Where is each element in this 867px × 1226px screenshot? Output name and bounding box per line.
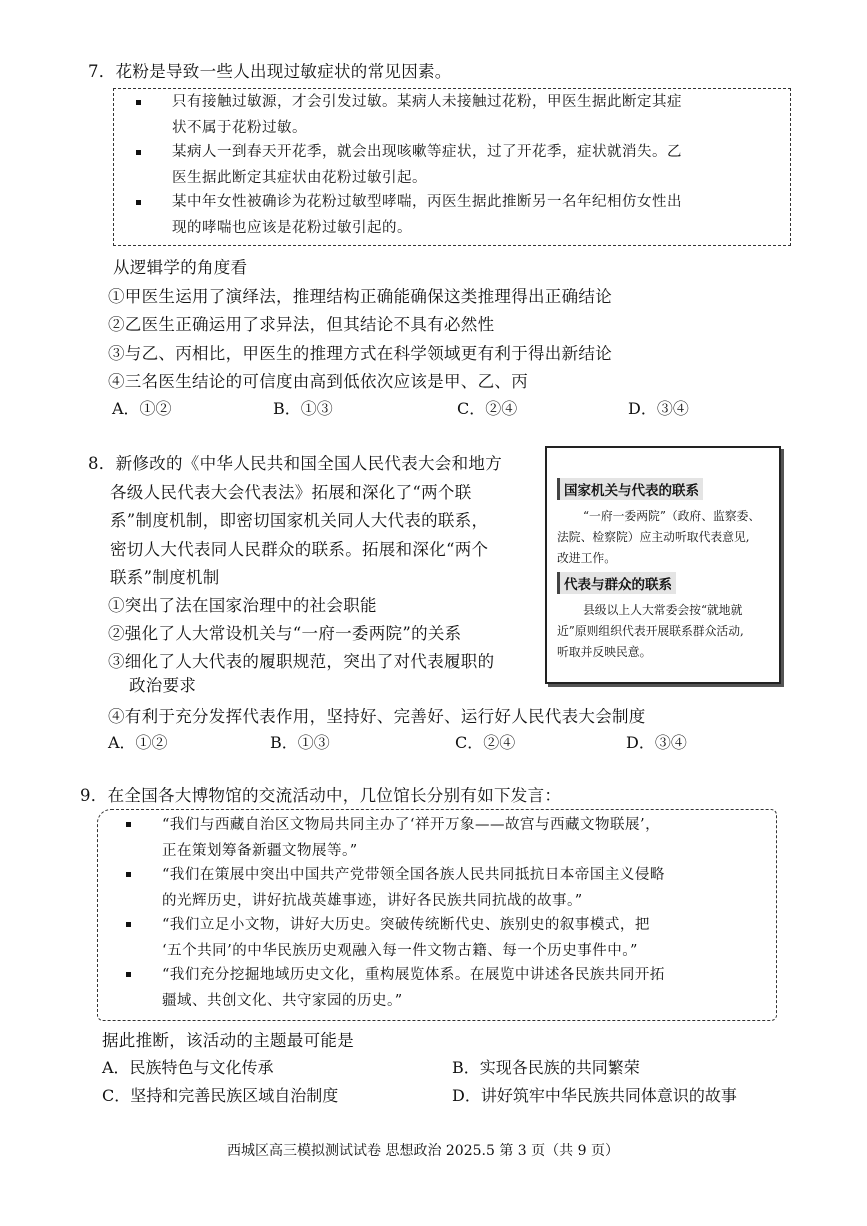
q7-bullet-2-line-2: 医生据此断定其症状由花粉过敏引起。 (172, 170, 427, 186)
q7-bullet-1-line-2: 状不属于花粉过敏。 (172, 120, 307, 136)
bullet-icon (136, 100, 141, 105)
bullet-icon (126, 822, 131, 827)
q8-option-a[interactable]: A．①② (108, 733, 168, 752)
q9-bullet-3 (162, 912, 650, 964)
q9-bullet-2-line-1: “我们在策展中突出中国共产党带领全国各族人民共同抵抗日本帝国主义侵略 (162, 867, 665, 883)
q9-bullet-4-line-1: “我们充分挖掘地域历史文化，重构展览体系。在展览中讲述各民族共同开拓 (162, 967, 665, 983)
q7-bullet-1-line-1: 只有接触过敏源，才会引发过敏。某病人未接触过花粉，甲医生据此断定其症 (172, 94, 682, 110)
q7-item-4: ④三名医生结论的可信度由高到低依次应该是甲、乙、丙 (108, 372, 528, 391)
q7-item-2: ②乙医生正确运用了求异法，但其结论不具有必然性 (108, 315, 495, 334)
q7-option-c[interactable]: C．②④ (457, 399, 518, 418)
bullet-icon (136, 150, 141, 155)
q9-option-c[interactable]: C．坚持和完善民族区域自治制度 (102, 1086, 339, 1105)
q8-box-text-2-line-1: 县级以上人大常委会按“就地就 (583, 603, 743, 617)
q8-option-c[interactable]: C．②④ (455, 733, 516, 752)
q7-option-a[interactable]: A．①② (112, 399, 172, 418)
q9-bullet-2-line-2: 的光辉历史，讲好抗战英雄事迹，讲好各民族共同抗战的故事。” (162, 893, 583, 909)
q7-stem: 7．花粉是导致一些人出现过敏症状的常见因素。 (88, 62, 452, 81)
q9-option-d[interactable]: D．讲好筑牢中华民族共同体意识的故事 (452, 1086, 737, 1105)
q7-scenario-box (113, 88, 791, 246)
q7-bullet-2 (172, 139, 682, 191)
q8-stem-line-2: 各级人民代表大会代表法》拓展和深化了“两个联 (110, 483, 472, 502)
q9-bullet-1-line-1: “我们与西藏自治区文物局共同主办了‘祥开万象——故宫与西藏文物联展’， (162, 817, 661, 833)
q8-box-text-1-line-3: 改进工作。 (557, 551, 616, 565)
q8-item-2: ②强化了人大常设机关与“一府一委两院”的关系 (108, 624, 462, 643)
bullet-icon (126, 872, 131, 877)
q8-stem-line-1: 8．新修改的《中华人民共和国全国人民代表大会和地方 (88, 454, 502, 473)
q7-item-3: ③与乙、丙相比，甲医生的推理方式在科学领域更有利于得出新结论 (108, 344, 612, 363)
q8-stem-line-3: 系”制度机制，即密切国家机关同人大代表的联系， (110, 511, 489, 530)
q9-bullet-3-line-1: “我们立足小文物，讲好大历史。突破传统断代史、族别史的叙事模式，把 (162, 917, 650, 933)
q7-option-d[interactable]: D．③④ (628, 399, 689, 418)
q8-box-text-1 (557, 506, 773, 569)
q8-stem-line-4: 密切人大代表同人民群众的联系。拓展和深化“两个 (110, 540, 489, 559)
q8-box-text-2 (557, 600, 773, 663)
q8-item-3-cont: 政治要求 (129, 676, 197, 695)
q7-option-b[interactable]: B．①③ (273, 399, 333, 418)
q7-intro: 从逻辑学的角度看 (113, 258, 248, 277)
q7-bullet-3 (172, 189, 682, 241)
q8-item-1: ①突出了法在国家治理中的社会职能 (108, 596, 377, 615)
q7-item-1: ①甲医生运用了演绎法，推理结构正确能确保这类推理得出正确结论 (108, 287, 612, 306)
q9-intro: 据此推断，该活动的主题最可能是 (102, 1031, 354, 1050)
bullet-icon (136, 200, 141, 205)
q8-option-d[interactable]: D．③④ (626, 733, 687, 752)
q9-bullet-1 (162, 812, 660, 864)
q8-info-box (545, 446, 781, 684)
q9-speech-box (97, 809, 777, 1021)
q9-bullet-4 (162, 962, 665, 1014)
q8-item-3: ③细化了人大代表的履职规范，突出了对代表履职的 (108, 652, 495, 671)
q8-box-text-1-line-2: 法院、检察院）应主动听取代表意见, (557, 530, 750, 544)
q9-option-a[interactable]: A．民族特色与文化传承 (102, 1058, 274, 1077)
q8-item-4: ④有利于充分发挥代表作用，坚持好、完善好、运行好人民代表大会制度 (108, 707, 646, 726)
q8-option-b[interactable]: B．①③ (270, 733, 330, 752)
q8-box-text-2-line-2: 近”原则组织代表开展联系群众活动, (557, 624, 744, 638)
q9-option-b[interactable]: B．实现各民族的共同繁荣 (452, 1058, 640, 1077)
q8-box-text-1-line-1: “一府一委两院”（政府、监察委、 (583, 509, 761, 523)
q8-box-text-2-line-3: 听取并反映民意。 (557, 645, 652, 659)
q9-stem: 9．在全国各大博物馆的交流活动中，几位馆长分别有如下发言： (80, 786, 562, 805)
q9-bullet-1-line-2: 正在策划筹备新疆文物展等。” (162, 843, 358, 859)
q7-bullet-2-line-1: 某病人一到春天开花季，就会出现咳嗽等症状，过了开花季，症状就消失。乙 (172, 144, 682, 160)
q9-bullet-2 (162, 862, 665, 914)
q7-bullet-3-line-2: 现的哮喘也应该是花粉过敏引起的。 (172, 220, 412, 236)
q7-bullet-1 (172, 89, 682, 141)
bullet-icon (126, 972, 131, 977)
q9-bullet-4-line-2: 疆域、共创文化、共守家园的历史。” (162, 993, 403, 1009)
q8-stem-line-5: 联系”制度机制 (110, 568, 220, 587)
page-footer: 西城区高三模拟测试试卷 思想政治 2025.5 第 3 页（共 9 页） (227, 1143, 619, 1159)
bullet-icon (126, 922, 131, 927)
q8-box-heading-2: 代表与群众的联系 (557, 572, 676, 594)
q7-bullet-3-line-1: 某中年女性被确诊为花粉过敏型哮喘，丙医生据此推断另一名年纪相仿女性出 (172, 194, 682, 210)
q8-box-heading-1: 国家机关与代表的联系 (557, 478, 703, 500)
q9-bullet-3-line-2: ‘五个共同’的中华民族历史观融入每一件文物古籍、每一个历史事件中。” (162, 943, 638, 959)
